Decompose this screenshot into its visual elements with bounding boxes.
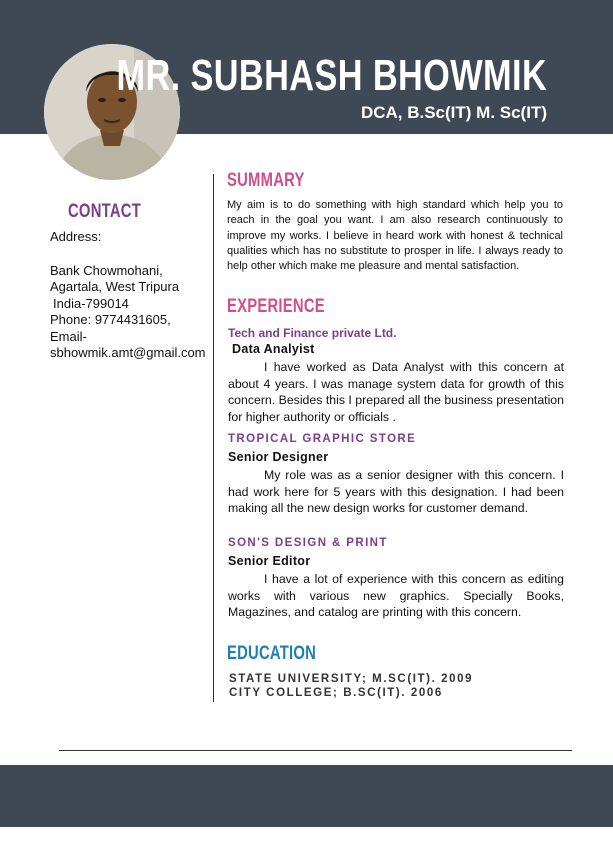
email-address: sbhowmik.amt@gmail.com bbox=[50, 345, 206, 360]
address-label: Address: bbox=[50, 229, 102, 244]
email-label: Email- bbox=[50, 328, 87, 344]
experience-item bbox=[228, 433, 564, 517]
experience-item bbox=[228, 537, 564, 621]
education-heading: EDUCATION bbox=[227, 643, 317, 664]
job-description: My role was as a senior designer with this concern. I had work here for 5 years with this designation. I had been making all the new design works for customer demand. bbox=[228, 468, 564, 516]
address-line-3: India-799014 bbox=[53, 295, 129, 311]
summary-text: My aim is to do something with high standard which help you to reach in the goal you want. I am also research continuously to improve my works. I believe in heard work with honest & technical qualities which has no substitute to prosper in life. I always ready to help other which make me pleasure and mental satisfaction. bbox=[227, 199, 563, 273]
footer-divider bbox=[59, 750, 572, 751]
contact-block bbox=[50, 229, 215, 362]
job-role: Data Analyist bbox=[232, 342, 315, 356]
experience-heading: EXPERIENCE bbox=[227, 296, 325, 317]
job-role: Senior Designer bbox=[228, 450, 329, 464]
footer-band bbox=[0, 765, 613, 827]
phone-number: Phone: 9774431605, bbox=[50, 312, 171, 327]
education-item: CITY COLLEGE; B.SC(IT). 2006 bbox=[229, 687, 443, 699]
address-line-1: Bank Chowmohani, bbox=[50, 262, 163, 278]
education-list bbox=[229, 672, 473, 700]
candidate-degrees: DCA, B.Sc(IT) M. Sc(IT) bbox=[360, 103, 547, 122]
company-name: TROPICAL GRAPHIC STORE bbox=[228, 433, 417, 445]
job-description: I have a lot of experience with this concern as editing works with various new graphics. Specially Books, Magazines, and catalog are printing with this concern. bbox=[228, 572, 564, 620]
contact-heading: CONTACT bbox=[68, 201, 141, 222]
company-name: SON'S DESIGN & PRINT bbox=[228, 537, 388, 549]
education-item: STATE UNIVERSITY; M.SC(IT). 2009 bbox=[229, 673, 474, 685]
candidate-name: MR. SUBHASH BHOWMIK bbox=[116, 51, 547, 100]
address-line-2: Agartala, West Tripura bbox=[50, 279, 180, 294]
job-role: Senior Editor bbox=[228, 554, 311, 568]
experience-item bbox=[228, 326, 564, 425]
summary-heading: SUMMARY bbox=[227, 170, 305, 191]
company-name: Tech and Finance private Ltd. bbox=[228, 326, 397, 340]
job-description: I have worked as Data Analyst with this concern at about 4 years. I was manage system data for growth of this concern. Besides this I prepared all the business presentation for higher authority or officials . bbox=[228, 360, 564, 424]
